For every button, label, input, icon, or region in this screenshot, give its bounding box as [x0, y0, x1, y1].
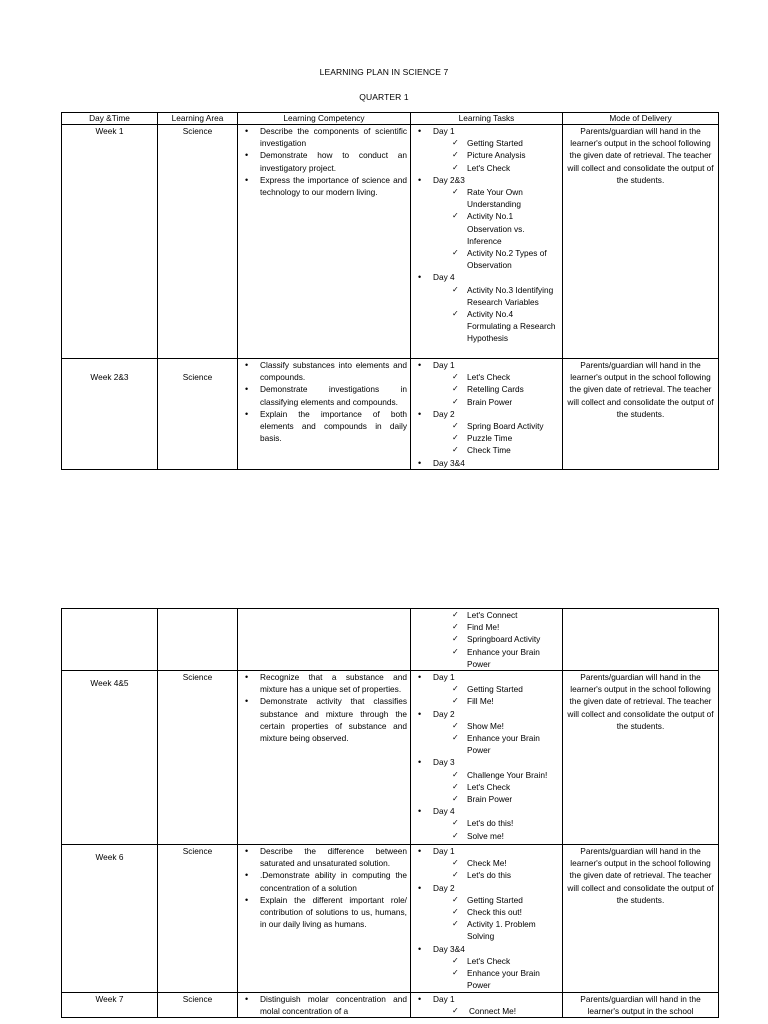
competency-item: • Explain the different important role/ contribution of solutions to us, humans, in our daily living as humans. — [241, 894, 407, 931]
task-item: ✓ Let's Connect — [414, 609, 559, 621]
task-item: ✓ Springboard Activity — [414, 633, 559, 645]
task-day-label: Day 3&4 — [433, 943, 465, 954]
task-item: ✓ Challenge Your Brain! — [433, 769, 559, 781]
header-learning-tasks: Learning Tasks — [411, 113, 563, 125]
task-day-label: Day 2 — [433, 408, 455, 419]
task-item: ✓ Connect Me! — [433, 1005, 559, 1017]
row-learning-area — [158, 359, 238, 470]
header-learning-competency: Learning Competency — [238, 113, 411, 125]
task-item: ✓ Check Me! — [433, 857, 559, 869]
row-competencies — [238, 993, 411, 1018]
row-competencies — [238, 845, 411, 993]
competency-item: • Classify substances into elements and compounds. — [241, 359, 407, 383]
task-item: ✓ Show Me! — [433, 720, 559, 732]
task-day-label: Day 1 — [433, 126, 455, 136]
task-item: ✓ Let's Check — [433, 371, 559, 383]
competency-item: • Demonstrate investigations in classifying elements and compounds. — [241, 383, 407, 407]
competency-item: • Express the importance of science and technology to our modern living. — [241, 174, 407, 198]
task-item: ✓ Spring Board Activity — [433, 420, 559, 432]
task-day-label: Day 2 — [433, 882, 455, 893]
document-title: LEARNING PLAN IN SCIENCE 7 — [319, 67, 449, 77]
task-item: ✓ Let's do this — [433, 869, 559, 881]
task-item: ✓ Solve me! — [433, 830, 559, 842]
task-item: ✓ Let's Check — [433, 781, 559, 793]
row-area-label: Science — [182, 372, 213, 382]
row-learning-tasks — [411, 671, 563, 845]
header-mode-of-delivery: Mode of Delivery — [563, 113, 719, 125]
task-item: ✓ Enhance your Brain Power — [433, 967, 559, 991]
competency-item: • Describe the components of scientific investigation — [241, 125, 407, 149]
competency-item: • Recognize that a substance and mixture has a unique set of properties. — [241, 671, 407, 695]
learning-plan-table-2 — [61, 608, 719, 1018]
competency-item: • Distinguish molar concentration and molal concentration of a — [241, 993, 407, 1017]
task-item: ✓ Getting Started — [433, 894, 559, 906]
competency-item: • Explain the importance of both elements and compounds in daily basis. — [241, 408, 407, 445]
table-row — [62, 125, 719, 359]
row-learning-area: Science — [158, 845, 238, 993]
task-item: ✓ Activity No.2 Types of Observation — [433, 247, 559, 271]
quarter-label: QUARTER 1 — [359, 92, 409, 102]
row-day-time — [62, 359, 158, 470]
task-item: ✓ Let's do this! — [433, 817, 559, 829]
row-learning-area — [158, 609, 238, 671]
competency-item: • Demonstrate how to conduct an investigatory project. — [241, 149, 407, 173]
task-item: ✓ Fill Me! — [433, 695, 559, 707]
row-day-label: Week 2&3 — [90, 372, 129, 382]
row-mode-of-delivery: Parents/guardian will hand in the learner's output in the school following the given date of retrieval. The teacher will collect and consolidate the output of the students. — [563, 125, 719, 359]
row-learning-tasks — [411, 845, 563, 993]
task-item: ✓ Activity No.1 Observation vs. Inference — [433, 210, 559, 247]
task-day-label: Day 4 — [433, 272, 455, 283]
row-day-time: Week 1 — [62, 125, 158, 359]
task-item: ✓ Retelling Cards — [433, 383, 559, 395]
row-day-time — [62, 845, 158, 993]
table-row — [62, 671, 719, 845]
task-day-label: Day 2&3 — [433, 174, 465, 185]
row-competencies — [238, 359, 411, 470]
task-item: ✓ Enhance your Brain Power — [433, 732, 559, 756]
header-day-time: Day &Time — [62, 113, 158, 125]
row-day-label: Week 4&5 — [90, 678, 129, 689]
task-item: ✓ Let's Check — [433, 955, 559, 967]
task-day-label: Day 3&4 — [433, 457, 465, 468]
header-learning-area: Learning Area — [158, 113, 238, 125]
task-item: ✓ Brain Power — [433, 793, 559, 805]
competency-item: • Describe the difference between saturated and unsaturated solution. — [241, 845, 407, 869]
task-day-label: Day 1 — [433, 672, 455, 683]
task-item: ✓ Brain Power — [433, 396, 559, 408]
row-day-time — [62, 609, 158, 671]
row-day-label: Week 6 — [95, 852, 124, 863]
table-row — [62, 993, 719, 1018]
task-item: ✓ Rate Your Own Understanding — [433, 186, 559, 210]
task-item: ✓ Getting Started — [433, 137, 559, 149]
task-day-label: Day 3 — [433, 757, 455, 768]
row-day-time — [62, 671, 158, 845]
row-competencies — [238, 609, 411, 671]
row-mode-of-delivery: Parents/guardian will hand in the learner's output in the school — [563, 993, 719, 1018]
row-competencies — [238, 671, 411, 845]
table-header-row — [62, 113, 719, 125]
learning-plan-table-1 — [61, 112, 719, 470]
competency-item: • .Demonstrate ability in computing the concentration of a solution — [241, 869, 407, 893]
row-competencies — [238, 125, 411, 359]
task-item: ✓ Activity No.3 Identifying Research Variables — [433, 284, 559, 308]
row-mode-of-delivery: Parents/guardian will hand in the learner's output in the school following the given date of retrieval. The teacher will collect and consolidate the output of the students. — [563, 845, 719, 993]
task-item: ✓ Getting Started — [433, 683, 559, 695]
row-learning-tasks — [411, 993, 563, 1018]
row-mode-of-delivery — [563, 609, 719, 671]
task-item: ✓ Activity No.4 Formulating a Research Hypothesis — [433, 308, 559, 345]
row-mode-of-delivery: Parents/guardian will hand in the learner's output in the school following the given date of retrieval. The teacher will collect and consolidate the output of the students. — [563, 671, 719, 845]
task-item: ✓ Check this out! — [433, 906, 559, 918]
row-learning-tasks — [411, 125, 563, 359]
task-item: ✓ Let's Check — [433, 162, 559, 174]
task-day-label: Day 4 — [433, 806, 455, 817]
task-item: ✓ Find Me! — [414, 621, 559, 633]
row-learning-area: Science — [158, 671, 238, 845]
task-item: ✓ Activity 1. Problem Solving — [433, 918, 559, 942]
row-mode-of-delivery: Parents/guardian will hand in the learner's output in the school following the given date of retrieval. The teacher will collect and consolidate the output of the students. — [563, 359, 719, 470]
row-learning-tasks — [411, 359, 563, 470]
task-day-label: Day 1 — [433, 846, 455, 857]
row-day-time: Week 7 — [62, 993, 158, 1018]
row-learning-area: Science — [158, 125, 238, 359]
task-item: ✓ Puzzle Time — [433, 432, 559, 444]
table-row — [62, 609, 719, 671]
task-item: ✓ Enhance your Brain Power — [414, 646, 559, 670]
task-day-label: Day 2 — [433, 708, 455, 719]
competency-item: • Demonstrate activity that classifies substance and mixture through the certain properties of substance and mixture being observed. — [241, 695, 407, 744]
table-row — [62, 845, 719, 993]
table-row — [62, 359, 719, 470]
row-learning-area: Science — [158, 993, 238, 1018]
row-learning-tasks — [411, 609, 563, 671]
task-day-label: Day 1 — [433, 994, 455, 1005]
task-item: ✓ Check Time — [433, 444, 559, 456]
task-item: ✓ Picture Analysis — [433, 149, 559, 161]
task-day-label: Day 1 — [433, 360, 455, 370]
